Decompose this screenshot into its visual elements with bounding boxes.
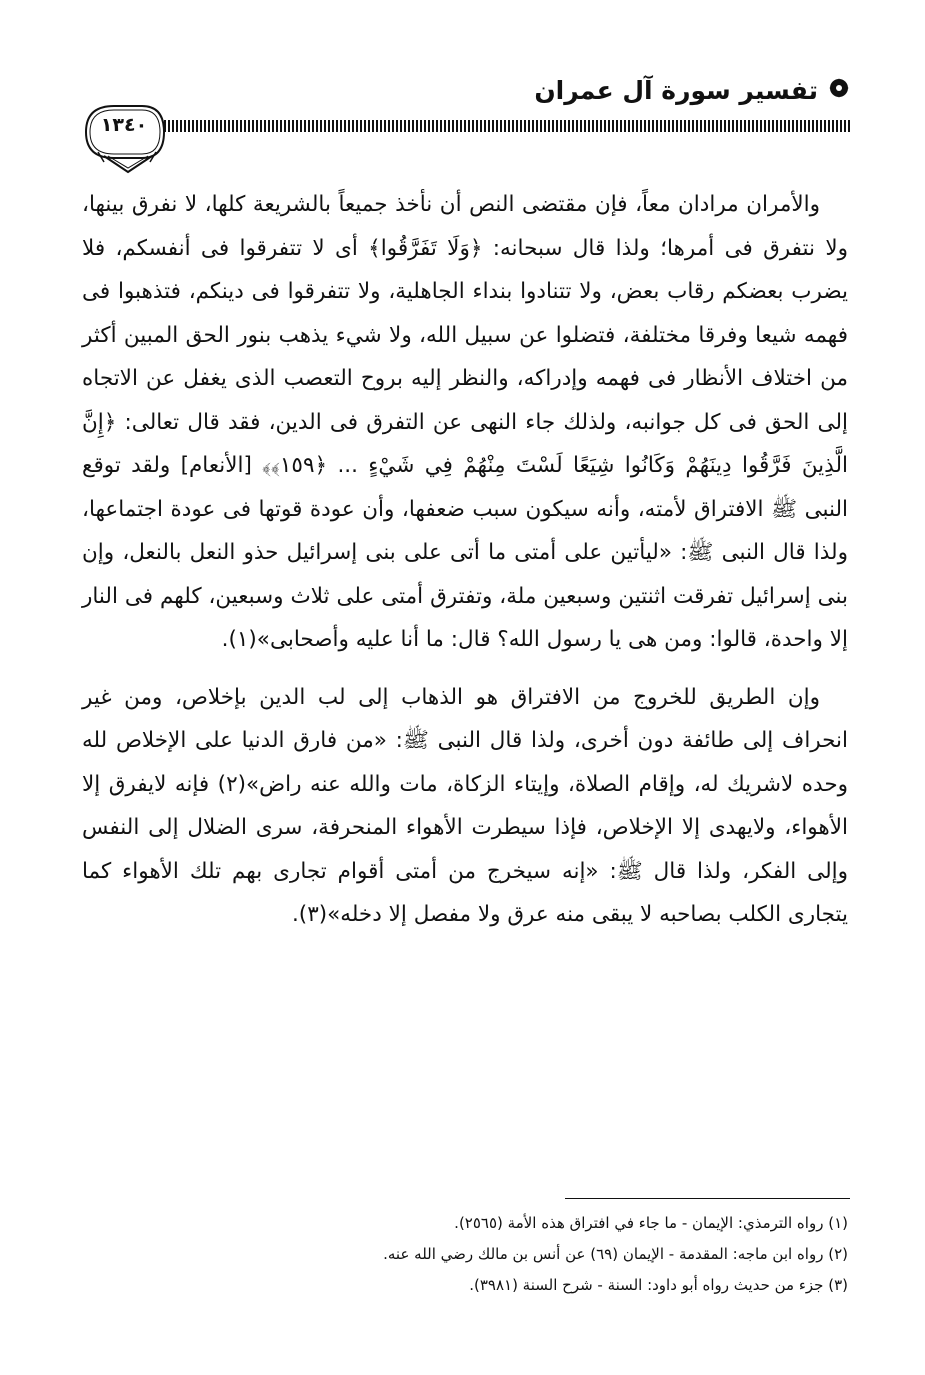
footnote-separator (565, 1198, 850, 1199)
paragraph: وإن الطريق للخروج من الافتراق هو الذهاب إلى لب الدين بإخلاص، ومن غير انحراف إلى طائفة دون أخرى، ولذا قال النبى ﷺ: «من فارق الدنيا على الإخلاص لله وحده لاشريك له، وإقام الصلاة، وإيتاء الزكاة، مات والله عنه راض»(٢) فإنه لايفرق إلا الأهواء، ولايهدى إلا الإخلاص، فإذا سيطرت الأهواء المنحرفة، سرى الضلال إلى النفس وإلى الفكر، ولذا قال ﷺ: «إنه سيخرج من أمتى أقوام تجارى بهم تلك الأهواء كما يتجارى الكلب بصاحبه لا يبقى منه عرق ولا مفصل إلا دخله»(٣). (82, 684, 848, 927)
paragraph: والأمران مرادان معاً، فإن مقتضى النص أن نأخذ جميعاً بالشريعة كلها، لا نفرق بينها، ولا نتفرق فى أمرها؛ ولذا قال سبحانه: ﴿وَلَا تَفَرَّقُوا﴾ أى لا تتفرقوا فى أنفسكم، فلا يضرب بعضكم رقاب بعض، ولا تتنادوا بنداء الجاهلية، ولا تتفرقوا فى دينكم، فتذهبوا فى فهمه شيعا وفرقا مختلفة، فتضلوا عن سبيل الله، ولا شيء يذهب بنور الحق المبين أكثر من اختلاف الأنظار فى فهمه وإدراكه، والنظر إليه بروح التعصب الذى يغفل عن الاتجاه إلى الحق فى كل جوانبه، ولذلك جاء النهى عن التفرق فى الدين، فقد قال تعالى: ﴿إِنَّ الَّذِينَ فَرَّقُوا دِينَهُمْ وَكَانُوا شِيَعًا لَسْتَ مِنْهُمْ فِي شَيْءٍ ... ﴿١٥٩﴾﴾ [الأنعام] ولقد توقع النبى ﷺ الافتراق لأمته، وأنه سيكون سبب ضعفها، وأن عودة قوتها فى عودة اجتماعها، ولذا قال النبى ﷺ: «ليأتين على أمتى ما أتى على بنى إسرائيل حذو النعل بالنعل، وإن بنى إسرائيل تفرقت اثنتين وسبعين ملة، وتفترق أمتى على ثلاث وسبعين، كلهم فى النار إلا واحدة، قالوا: ومن هى يا رسول الله؟ قال: ما أنا عليه وأصحابى»(١). (82, 192, 848, 652)
page-number-badge (80, 90, 170, 174)
footnote: (١) رواه الترمذي: الإيمان - ما جاء في افتراق هذه الأمة (٢٥٦٥). (454, 1214, 848, 1232)
header-rule (164, 120, 850, 132)
page-number: ١٣٤٠ (100, 114, 148, 136)
footnotes (82, 1208, 848, 1301)
body-text (82, 183, 848, 937)
page-header (80, 70, 850, 180)
running-title-text: تفسير سورة آل عمران (534, 76, 818, 105)
footnote: (٣) جزء من حديث رواه أبو داود: السنة - شرح السنة (٣٩٨١). (469, 1276, 848, 1294)
running-title (534, 76, 850, 105)
flower-ornament-icon (828, 76, 850, 105)
footnote: (٢) رواه ابن ماجه: المقدمة - الإيمان (٦٩) عن أنس بن مالك رضي الله عنه. (383, 1245, 848, 1263)
